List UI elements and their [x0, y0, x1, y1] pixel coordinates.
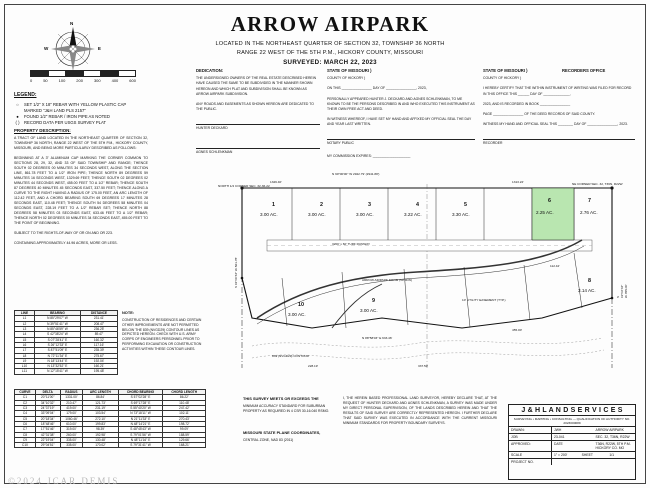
legend-item-text: RECORD DATA PER USGS SURVEY PLAT: [24, 120, 106, 126]
cell: 17°51'46": [35, 427, 60, 432]
plat-contour-note: 839 (NVGD29) CONTOUR: [272, 354, 309, 358]
cell: 34°10'32": [35, 400, 60, 405]
cell: 335.00': [60, 443, 83, 448]
property-description: [14, 128, 148, 251]
parenthesis-icon: ( ): [15, 120, 20, 126]
construction-note: [122, 310, 208, 352]
recorder-p4: WITNESS MY HAND AND OFFICIAL SEAL THIS ________ DAY OF ________________, 2023.: [483, 121, 628, 126]
compass-n: N: [70, 21, 74, 26]
cell: 195.48': [80, 369, 117, 374]
circle-open-icon: ○: [16, 101, 19, 107]
recorder-p1: I HEREBY CERTIFY THAT THE WITHIN INSTRUMENT OF WRITING WAS FILED FOR RECORD IN THIS OFFICE THIS ______ DAY OF ______________,: [483, 86, 632, 96]
cell: 270.43': [163, 416, 206, 421]
line-table-header: DISTANCE: [80, 311, 117, 316]
cell: 98.39': [83, 427, 118, 432]
surveyor-certification: [343, 396, 497, 426]
notary-label: NOTARY PUBLIC: [327, 141, 354, 146]
cell: N 72°11'34" E: [34, 353, 80, 358]
cell: 102.11': [163, 411, 206, 416]
dedication-p2: ANY ROADS AND EASEMENTS AS SHOWN HEREON ARE DEDICATED TO THE PUBLIC.: [196, 101, 314, 111]
coordinate-note-text: CENTRAL ZONE, NAD 83 (2011): [243, 437, 294, 442]
title-block: [150, 12, 510, 66]
titleblock-row: [509, 441, 635, 452]
cell: S 69°17'28" E: [118, 400, 163, 405]
cell: L1: [15, 316, 35, 321]
accuracy-note: [243, 396, 333, 414]
cell: C1: [15, 395, 36, 400]
cell: 235.39': [80, 348, 117, 353]
cell: 179.00': [60, 411, 83, 416]
titleblock-value: [552, 459, 635, 465]
notary-commission: MY COMMISSION EXPIRES: ____________________: [327, 154, 411, 159]
plat-road-name: ARROW AIRPARK DRIVE (50' R/W): [362, 278, 413, 282]
lot-acreage: 3.00 AC.: [260, 212, 278, 217]
titleblock-value-2: ARROW AIRPARK: [595, 428, 624, 433]
lot-acreage: 2.25 AC.: [536, 210, 554, 215]
cell: 192.98': [83, 432, 118, 437]
lot-number: 9: [372, 298, 375, 304]
recorder-label: RECORDER: [483, 140, 503, 145]
curve-table-header: RADIUS: [60, 390, 83, 395]
cell: 117.16': [80, 342, 117, 347]
cell: C7: [15, 427, 36, 432]
cell: N 48°14'21" E: [118, 421, 163, 426]
titleblock-key: PROJECT NO.: [509, 459, 552, 465]
cell: L10: [15, 364, 35, 369]
titleblock-value: 1" = 200': [554, 453, 568, 458]
curve-table-header: CHORD LENGTH: [163, 390, 206, 395]
plat-easement-note: 10' UTILITY EASEMENT (TYP.): [462, 298, 506, 302]
lot-acreage: 3.00 AC.: [356, 212, 374, 217]
scale-tick: 300: [93, 78, 101, 83]
titleblock-value-2: SHEET: [581, 453, 593, 458]
dedication-block: [196, 68, 320, 155]
compass-e: E: [97, 46, 101, 51]
lot-number: 3: [368, 202, 371, 208]
curve-table-header: ARC LENGTH: [83, 390, 118, 395]
circle-filled-icon: ●: [16, 114, 19, 120]
titleblock-value: DATE: [554, 442, 563, 447]
notary-signature-line[interactable]: [327, 132, 475, 140]
cell: 89.47': [80, 332, 117, 337]
plat-drawing: [212, 168, 632, 388]
property-description-p3: SUBJECT TO THE RIGHTS-OF-WAY OF OR ON AND OR 223.: [14, 230, 113, 235]
title-location-line-1: LOCATED IN THE NORTHEAST QUARTER OF SECTION 32, TOWNSHIP 36 NORTH: [215, 41, 445, 47]
title-location-line-2: RANGE 22 WEST OF THE 5TH P.M., HICKORY COUNTY, MISSOURI: [236, 49, 424, 56]
line-table-header: LINE: [15, 311, 35, 316]
cell: S 42°38'24" W: [34, 332, 80, 337]
cell: 86.22': [163, 395, 206, 400]
cell: 610.00': [60, 421, 83, 426]
cell: L11: [15, 369, 35, 374]
plat-dim-bottom: N 88°58'03" E 633.46': [362, 336, 393, 340]
recorder-county: COUNTY OF HICKORY ): [483, 76, 522, 81]
owner2-name-label: AGNES SCHLENKMAN: [196, 150, 233, 155]
plat-misc-dim-5: 112.42': [550, 264, 560, 268]
plat-north-line-label: N 90°00'00" W 2942.79' (2941.88'): [332, 172, 380, 176]
titleblock-row: [509, 452, 635, 459]
cell: 419.00': [60, 405, 83, 410]
legend: [14, 92, 144, 127]
plat-dim-top1: 1329.40': [270, 180, 282, 184]
cell: 199.83': [83, 421, 118, 426]
table-row: [15, 369, 118, 374]
property-description-p1: A TRACT OF LAND LOCATED IN THE NORTHEAST QUARTER OF SECTION 32, TOWNSHIP 36 NORTH, RANGE 22 WEST OF THE 5TH P.M., HICKORY COUNTY, MISSOURI, AND BEING MORE PARTICULARLY DESCRIBED AS FOLLOWS:: [14, 136, 148, 151]
cell: N 73°18'11" W: [118, 411, 163, 416]
cell: N 39°51'41" W: [34, 321, 80, 326]
titleblock-key: DRAWN:: [509, 427, 552, 433]
cell: S 26°12'33" E: [34, 342, 80, 347]
lot-number: 1: [272, 202, 275, 208]
line-table: [14, 310, 118, 375]
cell: C6: [15, 421, 36, 426]
cell: 236.25': [80, 326, 117, 331]
titleblock-key: JOB: [509, 434, 552, 440]
dedication-heading: DEDICATION:: [196, 68, 224, 73]
recorder-p3: PAGE ________________ OF THE DEED RECORDS OF SAID COUNTY.: [483, 111, 596, 116]
scale-tick: 100: [58, 78, 66, 83]
lot-acreage: 3.30 AC.: [452, 212, 470, 217]
titleblock-sheet-number: 1/1: [609, 453, 615, 458]
cell: 29°04'51": [35, 443, 60, 448]
titleblock-value: 23-041: [554, 435, 565, 440]
dedication-p1: THE UNDERSIGNED OWNERS OF THE REAL ESTATE DESCRIBED HEREIN HAVE CAUSED THE SAME TO BE SUBDIVIDED IN THE MANNER SHOWN HEREON AND WHICH PLAT AND SUBDIVISION SHALL BE KNOWN AS ARROW AIRPARK SUBDIVISION.: [196, 76, 317, 96]
lot-number: 5: [464, 202, 467, 208]
lot-acreage: 3.14 AC.: [578, 288, 596, 293]
cell: 130.48': [83, 437, 118, 442]
legend-item-text: SET 1/2" X 18" REBAR WITH YELLOW PLASTIC CAP MARKED "J&H LAND PLS 2157": [24, 101, 127, 113]
scale-tick: 600: [129, 78, 136, 83]
page-title: ARROW AIRPARK: [230, 12, 430, 36]
cell: L2: [15, 321, 35, 326]
cell: 1331.00': [60, 395, 83, 400]
cell: N 85°46'59" W: [34, 326, 80, 331]
notary-p1: PERSONALLY APPEARED HUNTER J. DECKARD AND AGNES SCHLENKMAN, TO ME KNOWN TO BE THE PERSONS DESCRIBED IN AND WHO EXECUTED THIS INSTRUMENT AS THEIR OWN FREE ACT AND DEED.: [327, 96, 475, 111]
titleblock-value: JWH: [554, 428, 562, 433]
property-description-p4: CONTAINING APPROXIMATELY 44.96 ACRES, MORE OR LESS.: [14, 240, 118, 245]
cell: 160.32': [80, 337, 117, 342]
surveyor-certification-text: I, THE HEREIN BASED PROFESSIONAL LAND SURVEYOR, HEREBY DECLARE THAT, AT THE REQUEST OF HUNTER DECKARD AND AGNES SCHLENKMAN, A SURVEY WAS MADE UNDER MY DIRECT PERSONAL SUPERVISION, OF THE LANDS DESCRIBED HEREIN AND THAT THE RESULTS OF SAID SURVEY ARE CORRECTLY REPRESENTED HEREON. I FURTHER DECLARE THAT SAID SURVEY WAS EXECUTED IN ACCORDANCE WITH THE CURRENT MISSOURI MINIMUM STANDARDS FOR PROPERTY BOUNDARY SURVEYS.: [343, 396, 497, 425]
property-description-heading: PROPERTY DESCRIPTION:: [14, 128, 71, 133]
notary-county: COUNTY OF HICKORY ): [327, 76, 366, 81]
cell: 275.67': [80, 353, 117, 358]
scale-tick: 50: [43, 78, 48, 83]
cell: 335.00': [60, 437, 83, 442]
curve-table-header: CHORD BEARING: [118, 390, 163, 395]
cell: C8: [15, 432, 36, 437]
scale-tick: 200: [76, 78, 83, 83]
table-row: [15, 443, 206, 448]
cell: 129.66': [163, 437, 206, 442]
recorder-block: [483, 68, 635, 146]
company-name: J & H L A N D S E R V I C E S: [509, 405, 635, 416]
cell: L9: [15, 358, 35, 363]
watermark: ©2024 JCAR DEMIS: [8, 476, 120, 486]
cell: 24°37'19": [35, 405, 60, 410]
cell: S 48°45'43" W: [118, 427, 163, 432]
cell: S 07°28'41" E: [34, 337, 80, 342]
lot-number: 2: [320, 202, 323, 208]
construction-note-heading: NOTE:: [122, 310, 135, 315]
cell: L5: [15, 337, 35, 342]
surveyor-title-block: [508, 404, 636, 480]
scale-bar: [30, 70, 136, 83]
recorder-office-label: RECORDERS OFFICE: [562, 68, 606, 73]
lot-number: 7: [588, 198, 591, 204]
cell: 20°18'34": [35, 416, 60, 421]
legend-item: [14, 102, 144, 115]
cell: 33°09'04": [35, 411, 60, 416]
cell: N 12°15'41" W: [34, 369, 80, 374]
cell: C5: [15, 416, 36, 421]
lot-number: 10: [298, 302, 304, 308]
property-description-p2: BEGINNING AT A 3" ALUMINUM CAP MARKING THE CORNER COMMON TO SECTIONS 28, 29, 32, AND 33 OF SAID TOWNSHIP AND RANGE; THENCE SOUTH 02 DEGREES 00 MINUTES 34 SECONDS WEST, ALONG THE SECTION LINE, 861.78 FEET TO A 1/2" IRON PIPE; THENCE NORTH 89 DEGREES 59 MINUTES 16 SECONDS WEST, 1329.69 FEET; THENCE SOUTH 02 DEGREES 02 MINUTES 44 SECONDS WEST, 455.00 FEET TO A 1/2" REBAR; THENCE SOUTH 87 DEGREES 40 MINUTES 45 SECONDS EAST, 337.50 FEET; THENCE ALONG A CURVE TO THE RIGHT HAVING A RADIUS OF 175.00 FEET, AN ARC LENGTH OF 112.42 FEET, AND A CHORD BEARING SOUTH 69 DEGREES 17 MINUTES 28 SECONDS EAST, 110.48 FEET; THENCE SOUTH 54 DEGREES 58 MINUTES 04 SECONDS EAST, 228.19 FEET TO A 1/2" REBAR SET; THENCE NORTH 88 DEGREES 58 MINUTES 03 SECONDS EAST, 633.46 FEET TO A 1/2" REBAR; THENCE NORTH 02 DEGREES 00 MINUTES 34 SECONDS EAST, 455.00 FEET TO THE POINT OF BEGINNING.: [14, 156, 148, 225]
cell: 272.10': [83, 416, 118, 421]
titleblock-row: [509, 434, 635, 441]
cell: 210.47': [60, 400, 83, 405]
owner-name-label: HUNTER DECKARD: [196, 125, 228, 130]
recorder-p2: 2023, AND IS RECORDED IN BOOK ________________: [483, 101, 571, 106]
cell: 168.21': [163, 443, 206, 448]
accuracy-note-text: MINIMUM ACCURACY STANDARD FOR SUBURBAN PROPERTY AS REQUIRED IN 4 CSR 30-16.040 RSMO.: [243, 403, 330, 413]
compass-w: W: [44, 46, 49, 51]
cell: N 21°11'33" E: [118, 416, 163, 421]
cell: C10: [15, 443, 36, 448]
survey-date: SURVEYED: MARCH 22, 2023: [283, 59, 377, 67]
owner2-signature-line[interactable]: [196, 141, 320, 149]
titleblock-value-2: SEC. 32, T36N, R22W: [595, 435, 630, 440]
line-table-header: BEARING: [34, 311, 80, 316]
cell: L6: [15, 342, 35, 347]
recorder-state: STATE OF MISSOURI ): [483, 68, 528, 73]
cell: 231.19': [83, 405, 118, 410]
cell: C9: [15, 437, 36, 442]
cell: 231.41': [80, 316, 117, 321]
cell: 20°11'00": [35, 395, 60, 400]
legend-heading: LEGEND:: [14, 92, 37, 98]
cell: 99.09': [163, 427, 206, 432]
cell: 188.59': [163, 432, 206, 437]
plat-dim-left: S 02°00'34" W 861.78': [234, 257, 238, 288]
lot-acreage: 2.76 AC.: [580, 210, 598, 215]
plat-misc-dim-4: S 02°02'44" W 455.00': [616, 284, 628, 298]
notary-block: [327, 68, 475, 164]
lot-number: 8: [588, 278, 591, 284]
owner-signature-line[interactable]: [196, 117, 320, 125]
cell: L4: [15, 332, 35, 337]
scale-tick: 0: [30, 78, 33, 83]
plat-misc-dim-1: 455.00': [512, 328, 523, 332]
cell: S 55°40'20" W: [118, 405, 163, 410]
cell: 121.73': [83, 400, 118, 405]
titleblock-key: APPROVED:: [509, 441, 552, 451]
titleblock-key: SCALE: [509, 452, 552, 458]
cell: L7: [15, 348, 35, 353]
titleblock-row: [509, 427, 635, 434]
cell: S 79°01'56" W: [118, 432, 163, 437]
north-arrow: [46, 22, 100, 76]
cell: C2: [15, 400, 36, 405]
cell: 319.00': [60, 427, 83, 432]
coordinate-note-heading: MISSOURI STATE PLANE COORDINATES,: [243, 430, 321, 435]
company-subtitle: SURVEYING • MAPPING • CONSULTING — QUALIFICATION OF AUTHORITY NO. 2023000089: [509, 416, 635, 427]
recorder-signature-line[interactable]: [483, 132, 635, 140]
lot-acreage: 3.00 AC.: [308, 212, 326, 217]
titleblock-row: [509, 459, 635, 465]
cell: 103.54': [83, 411, 118, 416]
cell: S 87°51'09" E: [34, 348, 80, 353]
cell: 260.00': [60, 432, 83, 437]
lot-acreage: 3.22 AC.: [404, 212, 422, 217]
cell: 18°48'46": [35, 421, 60, 426]
cell: 1060.46': [60, 416, 83, 421]
scale-tick: 400: [111, 78, 119, 83]
lot-number: 6: [548, 198, 551, 204]
notary-on-this: ON THIS ________________ DAY OF ________________, 2023,: [327, 86, 427, 91]
cell: 247.42': [163, 405, 206, 410]
cell: C4: [15, 411, 36, 416]
cell: 42°31'38": [35, 432, 60, 437]
cell: N 13°32'52" E: [34, 364, 80, 369]
plat-ne-corner-note: NE CORNER SEC. 32, T36N, R22W: [572, 182, 623, 186]
accuracy-note-heading: THIS SURVEY MEETS OR EXCEEDS THE: [243, 396, 319, 401]
cell: 22°19'04": [35, 437, 60, 442]
cell: L3: [15, 326, 35, 331]
cell: S 79°31'41" W: [118, 443, 163, 448]
plat-north-quarter-corner-note: NORTH 1/4 CORNER SEC. 32-36-22: [218, 184, 270, 188]
curve-table-header: DELTA: [35, 390, 60, 395]
cell: 208.47': [80, 321, 117, 326]
plat-runway-label: 3200' x 60' TURF RUNWAY: [332, 242, 371, 246]
notary-p2: IN WITNESS WHEREOF, I HAVE SET MY HAND AND AFFIXED MY OFFICIAL SEAL THE DAY AND YEAR LAST WRITTEN.: [327, 116, 472, 126]
plat-dim-top2: 1313.22': [512, 180, 524, 184]
cell: 170.02': [83, 443, 118, 448]
legend-item: [14, 120, 144, 126]
curve-table-header: CURVE: [15, 390, 36, 395]
plat-misc-dim-2: 337.50': [418, 364, 429, 368]
lot-number: 4: [416, 202, 419, 208]
cell: 110.48': [163, 400, 206, 405]
construction-note-text: CONSTRUCTION OF RESIDENCES AND CERTAIN OTHER IMPROVEMENTS ARE NOT PERMITTED BELOW THE 839 (NVGD29) CONTOUR LINES AS DEPICTED HEREON. CHECK WITH U.S. ARMY CORPS OF ENGINEERS PERSONNEL PRIOR TO PERFORMING EXCAVATION OR CONSTRUCTION ACTIVITIES WITHIN THESE CONTOUR LINES.: [122, 317, 202, 352]
notary-state: STATE OF MISSOURI ): [327, 68, 372, 73]
cell: N 18°13'44" E: [34, 358, 80, 363]
cell: 192.04': [80, 358, 117, 363]
cell: C3: [15, 405, 36, 410]
lot-acreage: 3.00 AC.: [288, 312, 306, 317]
coordinate-note: [243, 430, 333, 443]
titleblock-value-2: T36N, R22W, 5TH P.M. HICKORY CO. MO: [595, 442, 631, 451]
curve-table: [14, 389, 206, 448]
lot-acreage: 3.00 AC.: [360, 308, 378, 313]
plat-misc-dim-3: 228.19': [308, 364, 319, 368]
cell: N 48°11'16" E: [118, 437, 163, 442]
cell: L8: [15, 353, 35, 358]
cell: 198.72': [163, 421, 206, 426]
cell: S 57°02'28" E: [118, 395, 163, 400]
cell: 160.21': [80, 364, 117, 369]
cell: 86.84': [83, 395, 118, 400]
legend-item-text: FOUND 1/2" REBAR / IRON PIPE AS NOTED: [24, 114, 110, 120]
cell: N 85°29'07" W: [34, 316, 80, 321]
